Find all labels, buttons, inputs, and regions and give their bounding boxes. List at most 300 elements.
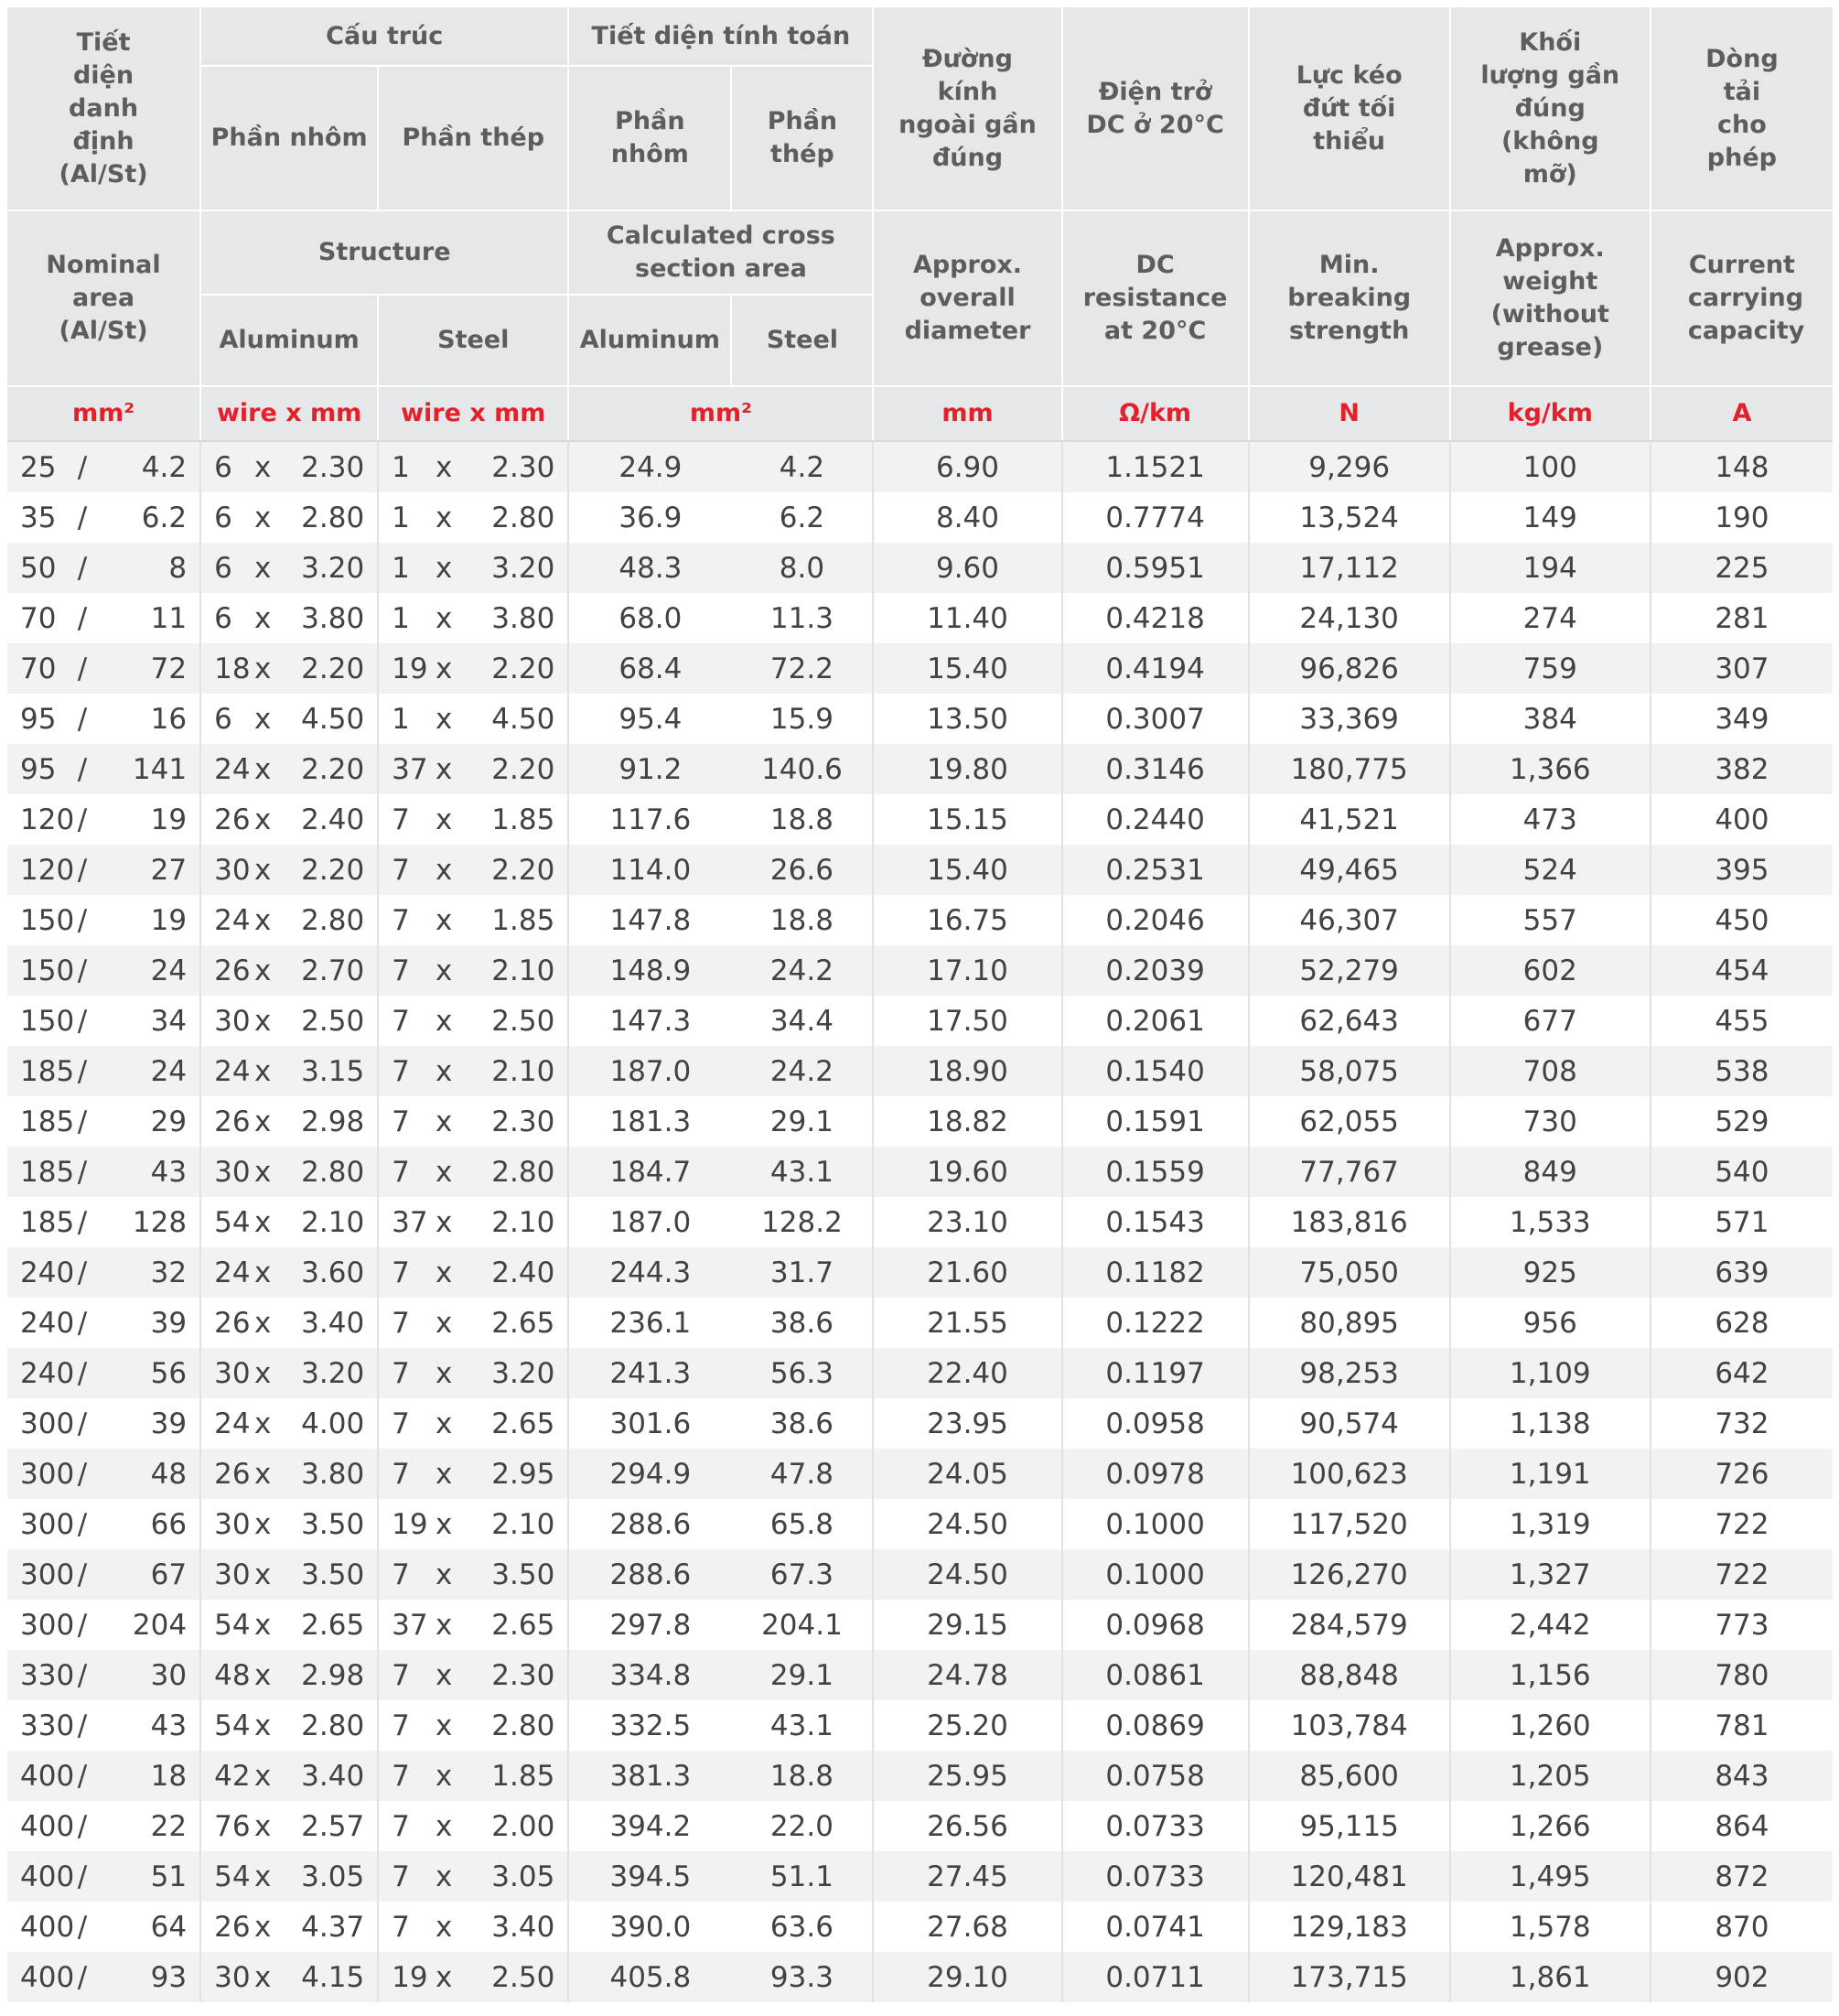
cell-nominal-st: 19 [101, 895, 200, 945]
cell-structure-al-times: x [244, 1499, 281, 1549]
cell-nominal-al: 150 [7, 945, 64, 996]
cell-diameter: 25.95 [873, 1751, 1061, 1801]
header-vi-nominal: Tiết diện danh định (Al/St) [7, 7, 200, 210]
cell-structure-al-times: x [244, 492, 281, 543]
cell-nominal-al: 70 [7, 593, 64, 643]
cell-structure-st-diameter: 2.65 [462, 1600, 568, 1650]
cell-diameter: 13.50 [873, 694, 1061, 744]
cell-current: 571 [1651, 1197, 1833, 1247]
cell-resistance: 0.0861 [1062, 1650, 1249, 1700]
cell-structure-st-times: x [425, 895, 462, 945]
cell-structure-al-diameter: 2.20 [281, 845, 378, 895]
cell-section-st: 24.2 [731, 1046, 873, 1096]
cell-structure-st-diameter: 3.05 [462, 1851, 568, 1902]
cell-nominal-st: 67 [101, 1549, 200, 1600]
header-vi-section-al: Phần nhôm [568, 66, 731, 210]
cell-structure-al-count: 26 [200, 1902, 244, 1952]
cell-section-al: 394.5 [568, 1851, 731, 1902]
cell-nominal-al: 185 [7, 1147, 64, 1197]
table-row [7, 1298, 1833, 1348]
cell-current: 454 [1651, 945, 1833, 996]
cell-nominal-al: 300 [7, 1449, 64, 1499]
cell-breaking: 62,055 [1249, 1096, 1450, 1147]
header-en-nominal: Nominal area (Al/St) [7, 210, 200, 386]
cell-current: 529 [1651, 1096, 1833, 1147]
cell-breaking: 33,369 [1249, 694, 1450, 744]
cell-structure-st-count: 1 [378, 441, 425, 492]
cell-resistance: 0.1197 [1062, 1348, 1249, 1398]
cell-weight: 1,138 [1450, 1398, 1651, 1449]
cell-structure-st-count: 7 [378, 1449, 425, 1499]
cell-structure-st-count: 7 [378, 1298, 425, 1348]
cell-section-st: 34.4 [731, 996, 873, 1046]
cell-current: 902 [1651, 1952, 1833, 2002]
cell-diameter: 23.95 [873, 1398, 1061, 1449]
cell-structure-al-times: x [244, 1247, 281, 1298]
cell-structure-st-times: x [425, 794, 462, 845]
cell-section-st: 29.1 [731, 1650, 873, 1700]
cell-current: 190 [1651, 492, 1833, 543]
cell-structure-al-diameter: 4.15 [281, 1952, 378, 2002]
cell-nominal-st: 32 [101, 1247, 200, 1298]
cell-section-al: 187.0 [568, 1046, 731, 1096]
cell-structure-al-diameter: 4.50 [281, 694, 378, 744]
table-row [7, 593, 1833, 643]
cell-structure-st-diameter: 2.00 [462, 1801, 568, 1851]
cell-current: 732 [1651, 1398, 1833, 1449]
cell-section-st: 18.8 [731, 895, 873, 945]
cell-structure-st-times: x [425, 1851, 462, 1902]
cell-structure-al-diameter: 3.80 [281, 593, 378, 643]
cell-structure-st-diameter: 3.20 [462, 1348, 568, 1398]
cell-nominal-slash: / [64, 1398, 101, 1449]
cell-nominal-al: 185 [7, 1096, 64, 1147]
cell-section-al: 332.5 [568, 1700, 731, 1751]
header-en-weight: Approx. weight (without grease) [1450, 210, 1651, 386]
cell-structure-st-diameter: 1.85 [462, 895, 568, 945]
cell-nominal-slash: / [64, 1851, 101, 1902]
cell-section-st: 18.8 [731, 1751, 873, 1801]
cell-structure-al-times: x [244, 1298, 281, 1348]
cell-diameter: 17.10 [873, 945, 1061, 996]
cell-section-st: 4.2 [731, 441, 873, 492]
cell-current: 307 [1651, 643, 1833, 694]
cell-nominal-slash: / [64, 1096, 101, 1147]
cell-section-al: 91.2 [568, 744, 731, 794]
cell-section-al: 241.3 [568, 1348, 731, 1398]
cell-nominal-slash: / [64, 1902, 101, 1952]
cell-current: 382 [1651, 744, 1833, 794]
cell-resistance: 0.0968 [1062, 1600, 1249, 1650]
cell-structure-st-times: x [425, 1247, 462, 1298]
cell-weight: 2,442 [1450, 1600, 1651, 1650]
cell-structure-al-count: 30 [200, 845, 244, 895]
cell-section-st: 38.6 [731, 1398, 873, 1449]
cell-nominal-st: 24 [101, 1046, 200, 1096]
cell-nominal-st: 11 [101, 593, 200, 643]
cell-structure-st-times: x [425, 1549, 462, 1600]
cell-structure-st-count: 7 [378, 1398, 425, 1449]
cell-structure-st-count: 7 [378, 895, 425, 945]
cell-section-al: 148.9 [568, 945, 731, 996]
cell-structure-al-times: x [244, 1147, 281, 1197]
cell-weight: 149 [1450, 492, 1651, 543]
cell-structure-st-count: 7 [378, 945, 425, 996]
cell-nominal-st: 141 [101, 744, 200, 794]
cell-nominal-slash: / [64, 945, 101, 996]
cell-structure-al-times: x [244, 1902, 281, 1952]
cell-current: 349 [1651, 694, 1833, 744]
cell-diameter: 9.60 [873, 543, 1061, 593]
cell-section-al: 36.9 [568, 492, 731, 543]
cell-nominal-al: 240 [7, 1348, 64, 1398]
cell-nominal-al: 330 [7, 1650, 64, 1700]
cell-weight: 1,156 [1450, 1650, 1651, 1700]
cell-structure-st-count: 19 [378, 1499, 425, 1549]
cell-section-st: 18.8 [731, 794, 873, 845]
cell-structure-st-count: 7 [378, 1902, 425, 1952]
header-vi-weight: Khối lượng gần đúng (không mỡ) [1450, 7, 1651, 210]
cell-structure-al-diameter: 2.80 [281, 895, 378, 945]
cell-section-al: 147.8 [568, 895, 731, 945]
cell-weight: 956 [1450, 1298, 1651, 1348]
cell-structure-st-count: 1 [378, 593, 425, 643]
cell-breaking: 85,600 [1249, 1751, 1450, 1801]
cell-nominal-st: 16 [101, 694, 200, 744]
table-row [7, 1096, 1833, 1147]
cell-structure-al-count: 26 [200, 945, 244, 996]
cell-nominal-slash: / [64, 1650, 101, 1700]
cell-structure-st-diameter: 2.10 [462, 945, 568, 996]
cell-section-st: 204.1 [731, 1600, 873, 1650]
cell-structure-st-count: 7 [378, 1650, 425, 1700]
cell-breaking: 284,579 [1249, 1600, 1450, 1650]
cell-structure-st-times: x [425, 1449, 462, 1499]
cell-structure-st-times: x [425, 1700, 462, 1751]
cell-section-al: 147.3 [568, 996, 731, 1046]
table-row [7, 1600, 1833, 1650]
cell-structure-st-times: x [425, 1600, 462, 1650]
table-row [7, 1952, 1833, 2002]
unit-diameter: mm [873, 386, 1061, 441]
table-row [7, 845, 1833, 895]
cell-nominal-slash: / [64, 1600, 101, 1650]
cell-diameter: 22.40 [873, 1348, 1061, 1398]
cell-weight: 677 [1450, 996, 1651, 1046]
cell-nominal-al: 300 [7, 1549, 64, 1600]
cell-section-st: 56.3 [731, 1348, 873, 1398]
cell-nominal-slash: / [64, 1348, 101, 1398]
cell-structure-st-times: x [425, 996, 462, 1046]
cell-current: 722 [1651, 1549, 1833, 1600]
header-vi-diameter: Đường kính ngoài gần đúng [873, 7, 1061, 210]
cell-structure-st-times: x [425, 1398, 462, 1449]
cell-structure-al-diameter: 3.50 [281, 1549, 378, 1600]
cell-structure-st-times: x [425, 1046, 462, 1096]
table-row [7, 1398, 1833, 1449]
cell-section-al: 288.6 [568, 1499, 731, 1549]
cell-section-al: 390.0 [568, 1902, 731, 1952]
cell-structure-al-count: 24 [200, 1046, 244, 1096]
cell-nominal-al: 150 [7, 895, 64, 945]
cell-breaking: 77,767 [1249, 1147, 1450, 1197]
cell-nominal-st: 43 [101, 1700, 200, 1751]
cell-section-st: 43.1 [731, 1147, 873, 1197]
cell-current: 538 [1651, 1046, 1833, 1096]
cell-weight: 849 [1450, 1147, 1651, 1197]
cell-structure-st-diameter: 2.10 [462, 1499, 568, 1549]
cell-resistance: 0.0978 [1062, 1449, 1249, 1499]
cell-weight: 1,109 [1450, 1348, 1651, 1398]
cell-weight: 473 [1450, 794, 1651, 845]
cell-structure-al-count: 30 [200, 1147, 244, 1197]
cell-nominal-al: 300 [7, 1600, 64, 1650]
cell-structure-al-diameter: 2.20 [281, 744, 378, 794]
table-row [7, 1449, 1833, 1499]
cell-structure-al-times: x [244, 895, 281, 945]
cell-structure-al-diameter: 3.20 [281, 1348, 378, 1398]
cell-structure-al-count: 54 [200, 1700, 244, 1751]
cell-resistance: 0.1222 [1062, 1298, 1249, 1348]
cell-diameter: 24.50 [873, 1499, 1061, 1549]
cell-structure-al-diameter: 2.10 [281, 1197, 378, 1247]
cell-resistance: 0.3146 [1062, 744, 1249, 794]
table-row [7, 1247, 1833, 1298]
cell-section-al: 68.4 [568, 643, 731, 694]
cell-weight: 1,366 [1450, 744, 1651, 794]
cell-diameter: 21.55 [873, 1298, 1061, 1348]
unit-nominal: mm² [7, 386, 200, 441]
cell-section-al: 95.4 [568, 694, 731, 744]
cell-structure-st-times: x [425, 593, 462, 643]
cell-structure-st-count: 19 [378, 643, 425, 694]
cell-breaking: 49,465 [1249, 845, 1450, 895]
cell-diameter: 26.56 [873, 1801, 1061, 1851]
cell-section-st: 65.8 [731, 1499, 873, 1549]
cell-structure-al-count: 48 [200, 1650, 244, 1700]
cell-structure-al-count: 6 [200, 441, 244, 492]
cell-current: 843 [1651, 1751, 1833, 1801]
header-vi-structure-al: Phần nhôm [200, 66, 378, 210]
cell-structure-al-diameter: 3.60 [281, 1247, 378, 1298]
cell-section-al: 117.6 [568, 794, 731, 845]
cell-nominal-st: 4.2 [101, 441, 200, 492]
cell-section-al: 301.6 [568, 1398, 731, 1449]
cell-nominal-al: 35 [7, 492, 64, 543]
cell-structure-st-diameter: 3.20 [462, 543, 568, 593]
cell-breaking: 62,643 [1249, 996, 1450, 1046]
cell-structure-al-times: x [244, 1398, 281, 1449]
cell-current: 450 [1651, 895, 1833, 945]
header-vi-section: Tiết diện tính toán [568, 7, 873, 66]
cell-structure-st-times: x [425, 1096, 462, 1147]
cell-diameter: 27.45 [873, 1851, 1061, 1902]
table-row [7, 1348, 1833, 1398]
cell-nominal-slash: / [64, 996, 101, 1046]
cell-structure-st-count: 7 [378, 794, 425, 845]
cell-breaking: 126,270 [1249, 1549, 1450, 1600]
cell-diameter: 17.50 [873, 996, 1061, 1046]
cell-structure-al-times: x [244, 643, 281, 694]
cell-breaking: 52,279 [1249, 945, 1450, 996]
cell-current: 642 [1651, 1348, 1833, 1398]
cell-nominal-st: 29 [101, 1096, 200, 1147]
cell-structure-st-diameter: 2.65 [462, 1298, 568, 1348]
cell-structure-al-count: 26 [200, 794, 244, 845]
cell-weight: 1,495 [1450, 1851, 1651, 1902]
cell-structure-st-count: 1 [378, 492, 425, 543]
cell-section-st: 67.3 [731, 1549, 873, 1600]
cell-structure-al-count: 6 [200, 694, 244, 744]
cell-structure-st-count: 37 [378, 1600, 425, 1650]
cell-diameter: 15.15 [873, 794, 1061, 845]
cell-structure-st-count: 7 [378, 1549, 425, 1600]
cell-structure-st-diameter: 2.50 [462, 996, 568, 1046]
header-en-section-al: Aluminum [568, 295, 731, 386]
cell-structure-al-diameter: 2.98 [281, 1650, 378, 1700]
cell-resistance: 0.1540 [1062, 1046, 1249, 1096]
cell-nominal-al: 25 [7, 441, 64, 492]
cell-nominal-slash: / [64, 794, 101, 845]
cell-structure-st-diameter: 1.85 [462, 1751, 568, 1801]
cell-section-al: 68.0 [568, 593, 731, 643]
cell-diameter: 24.78 [873, 1650, 1061, 1700]
cell-breaking: 13,524 [1249, 492, 1450, 543]
cell-current: 864 [1651, 1801, 1833, 1851]
cell-weight: 730 [1450, 1096, 1651, 1147]
table-row [7, 694, 1833, 744]
cell-structure-st-count: 7 [378, 1096, 425, 1147]
cell-section-st: 38.6 [731, 1298, 873, 1348]
cell-current: 540 [1651, 1147, 1833, 1197]
cell-nominal-st: 22 [101, 1801, 200, 1851]
cell-current: 455 [1651, 996, 1833, 1046]
header-vi-structure-st: Phần thép [378, 66, 568, 210]
cell-structure-st-count: 7 [378, 1700, 425, 1751]
cell-resistance: 0.1182 [1062, 1247, 1249, 1298]
cell-section-al: 244.3 [568, 1247, 731, 1298]
cell-structure-st-diameter: 2.50 [462, 1952, 568, 2002]
cell-structure-al-count: 6 [200, 593, 244, 643]
cell-structure-al-times: x [244, 1096, 281, 1147]
cell-nominal-al: 400 [7, 1902, 64, 1952]
cell-structure-st-count: 7 [378, 1851, 425, 1902]
cell-structure-st-diameter: 2.20 [462, 643, 568, 694]
cell-nominal-st: 6.2 [101, 492, 200, 543]
cell-structure-al-count: 24 [200, 1398, 244, 1449]
cell-breaking: 41,521 [1249, 794, 1450, 845]
cell-current: 628 [1651, 1298, 1833, 1348]
cell-nominal-st: 66 [101, 1499, 200, 1549]
cell-resistance: 0.3007 [1062, 694, 1249, 744]
cell-structure-al-count: 30 [200, 1499, 244, 1549]
table-row [7, 895, 1833, 945]
cell-nominal-slash: / [64, 1952, 101, 2002]
unit-weight: kg/km [1450, 386, 1651, 441]
cell-resistance: 0.2046 [1062, 895, 1249, 945]
cell-structure-al-diameter: 2.40 [281, 794, 378, 845]
cell-diameter: 18.90 [873, 1046, 1061, 1096]
cell-structure-al-count: 18 [200, 643, 244, 694]
cell-structure-st-times: x [425, 1348, 462, 1398]
cell-nominal-al: 120 [7, 794, 64, 845]
header-en-section: Calculated cross section area [568, 210, 873, 295]
unit-resistance: Ω/km [1062, 386, 1249, 441]
cell-current: 639 [1651, 1247, 1833, 1298]
cell-section-al: 297.8 [568, 1600, 731, 1650]
cell-structure-st-diameter: 2.10 [462, 1046, 568, 1096]
cell-nominal-st: 34 [101, 996, 200, 1046]
cell-nominal-st: 19 [101, 794, 200, 845]
cell-structure-al-diameter: 4.37 [281, 1902, 378, 1952]
cell-section-st: 22.0 [731, 1801, 873, 1851]
table-row [7, 1700, 1833, 1751]
cell-structure-al-times: x [244, 1801, 281, 1851]
cell-structure-al-times: x [244, 845, 281, 895]
cell-weight: 274 [1450, 593, 1651, 643]
cell-current: 281 [1651, 593, 1833, 643]
cell-structure-st-count: 37 [378, 744, 425, 794]
table-row [7, 1147, 1833, 1197]
cell-breaking: 95,115 [1249, 1801, 1450, 1851]
cell-diameter: 19.80 [873, 744, 1061, 794]
cell-diameter: 24.05 [873, 1449, 1061, 1499]
cell-structure-al-times: x [244, 1549, 281, 1600]
cell-nominal-al: 95 [7, 744, 64, 794]
cell-section-st: 43.1 [731, 1700, 873, 1751]
header-en-section-st: Steel [731, 295, 873, 386]
cell-weight: 1,266 [1450, 1801, 1651, 1851]
cell-structure-st-diameter: 4.50 [462, 694, 568, 744]
cell-section-st: 29.1 [731, 1096, 873, 1147]
cell-nominal-slash: / [64, 1147, 101, 1197]
cell-breaking: 129,183 [1249, 1902, 1450, 1952]
cell-structure-st-count: 1 [378, 543, 425, 593]
cell-current: 722 [1651, 1499, 1833, 1549]
cell-structure-st-diameter: 1.85 [462, 794, 568, 845]
cell-diameter: 6.90 [873, 441, 1061, 492]
cell-structure-al-count: 76 [200, 1801, 244, 1851]
cell-structure-st-times: x [425, 1499, 462, 1549]
header-vi-section-st: Phần thép [731, 66, 873, 210]
cell-diameter: 8.40 [873, 492, 1061, 543]
cell-structure-al-diameter: 3.20 [281, 543, 378, 593]
table-row [7, 1499, 1833, 1549]
cell-resistance: 0.7774 [1062, 492, 1249, 543]
cell-nominal-al: 185 [7, 1197, 64, 1247]
cell-current: 726 [1651, 1449, 1833, 1499]
cell-nominal-slash: / [64, 593, 101, 643]
cell-structure-al-times: x [244, 996, 281, 1046]
cell-section-al: 288.6 [568, 1549, 731, 1600]
cell-structure-al-diameter: 2.98 [281, 1096, 378, 1147]
cell-structure-st-times: x [425, 543, 462, 593]
cell-structure-al-times: x [244, 794, 281, 845]
cell-current: 773 [1651, 1600, 1833, 1650]
table-header [7, 7, 1833, 441]
cell-section-al: 334.8 [568, 1650, 731, 1700]
cell-weight: 759 [1450, 643, 1651, 694]
cell-breaking: 98,253 [1249, 1348, 1450, 1398]
cell-breaking: 46,307 [1249, 895, 1450, 945]
cell-resistance: 0.0741 [1062, 1902, 1249, 1952]
cell-nominal-al: 300 [7, 1398, 64, 1449]
cell-breaking: 180,775 [1249, 744, 1450, 794]
cell-breaking: 80,895 [1249, 1298, 1450, 1348]
cell-structure-al-diameter: 3.40 [281, 1298, 378, 1348]
table-row [7, 996, 1833, 1046]
table-row [7, 1650, 1833, 1700]
